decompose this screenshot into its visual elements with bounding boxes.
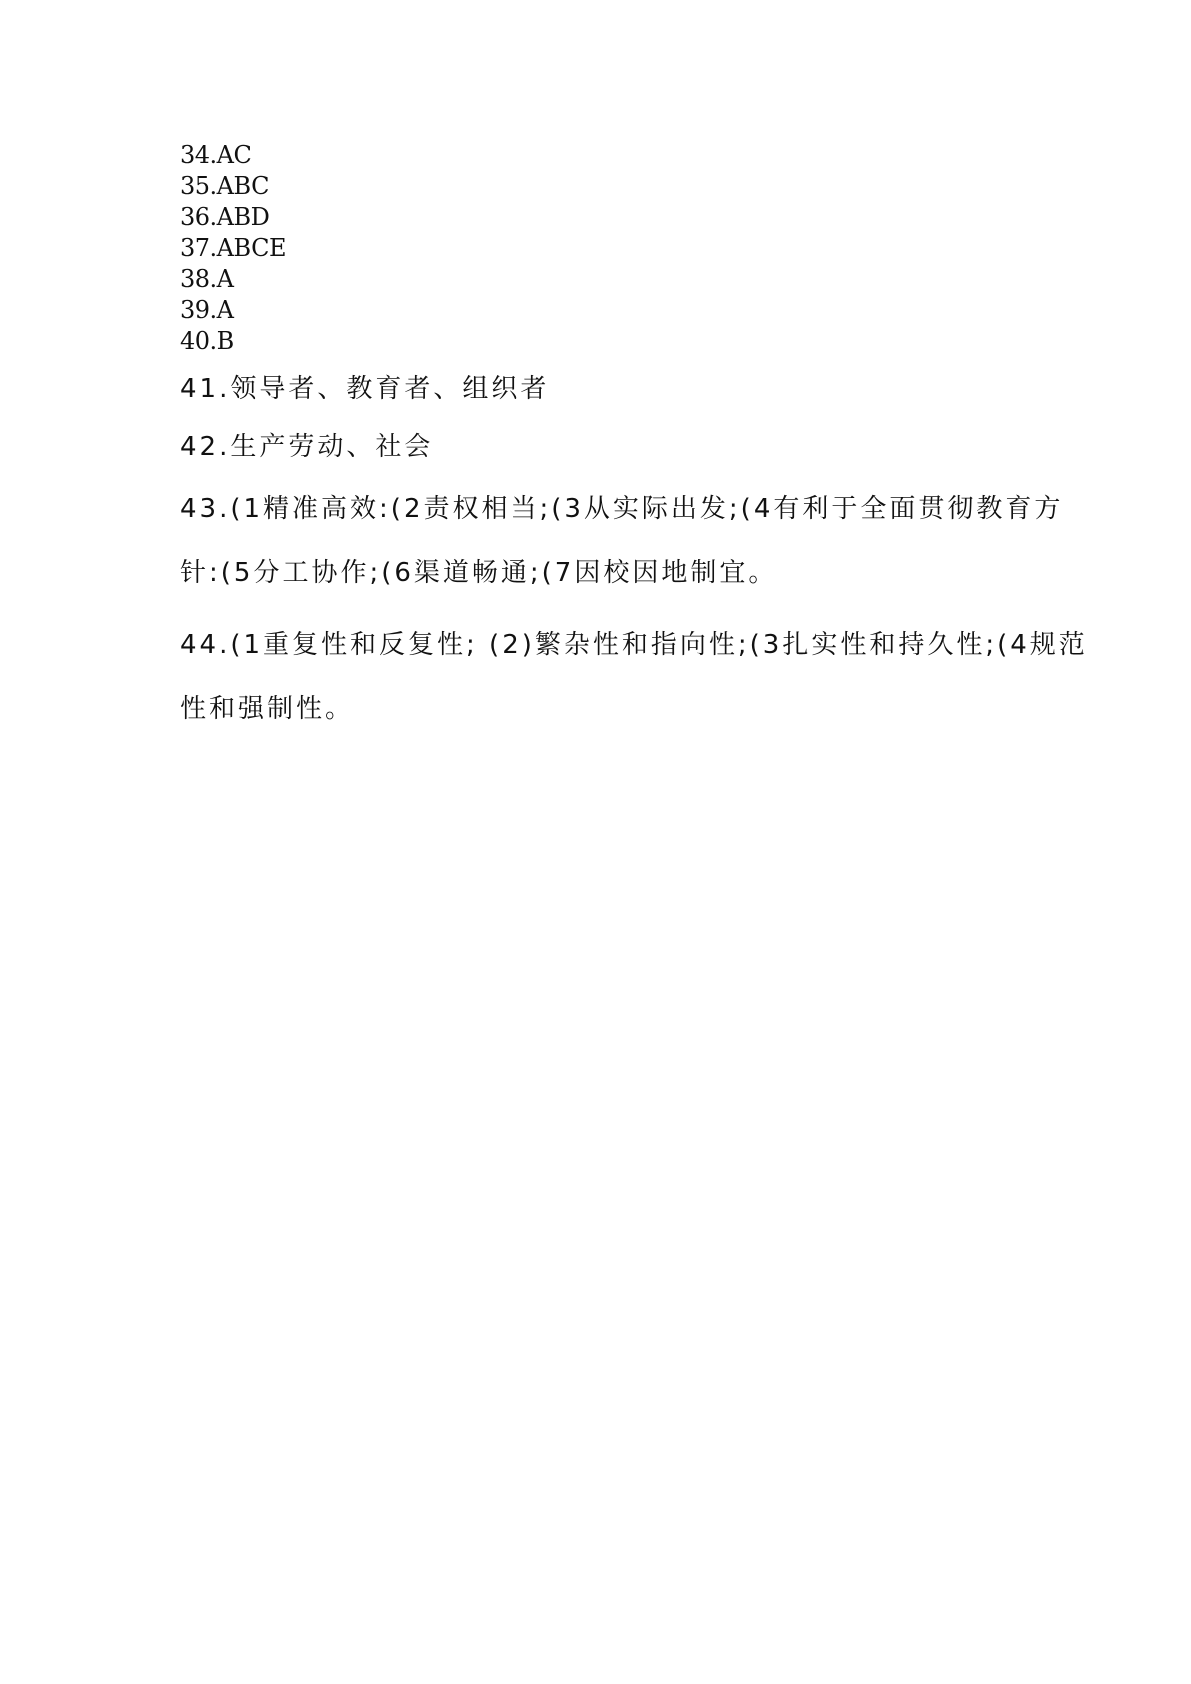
answer-44-line-2: 性和强制性。 (180, 694, 355, 724)
answer-38: 38.A (180, 265, 234, 293)
answer-44-line-1: 44.(1重复性和反复性; (2)繁杂性和指向性;(3扎实性和持久性;(4规范 (180, 630, 1088, 660)
answer-42 (180, 427, 1010, 467)
answer-41-text: 41.领导者、教育者、组织者 (180, 374, 550, 404)
answer-43 (180, 477, 1064, 605)
answer-40: 40.B (180, 327, 234, 355)
answer-key (180, 140, 1088, 741)
answer-43-line-2: 针:(5分工协作;(6渠道畅通;(7因校因地制宜。 (180, 558, 778, 588)
answer-34: 34.AC (180, 141, 252, 169)
answer-35: 35.ABC (180, 172, 269, 200)
answer-44 (180, 613, 1088, 741)
answer-36: 36.ABD (180, 203, 270, 231)
short-answer-list (180, 140, 1010, 357)
answer-39: 39.A (180, 296, 234, 324)
answer-42-text: 42.生产劳动、社会 (180, 432, 434, 462)
answer-43-line-1: 43.(1精准高效:(2责权相当;(3从实际出发;(4有利于全面贯彻教育方 (180, 494, 1064, 524)
answer-37: 37.ABCE (180, 234, 286, 262)
answer-41 (180, 369, 1010, 409)
